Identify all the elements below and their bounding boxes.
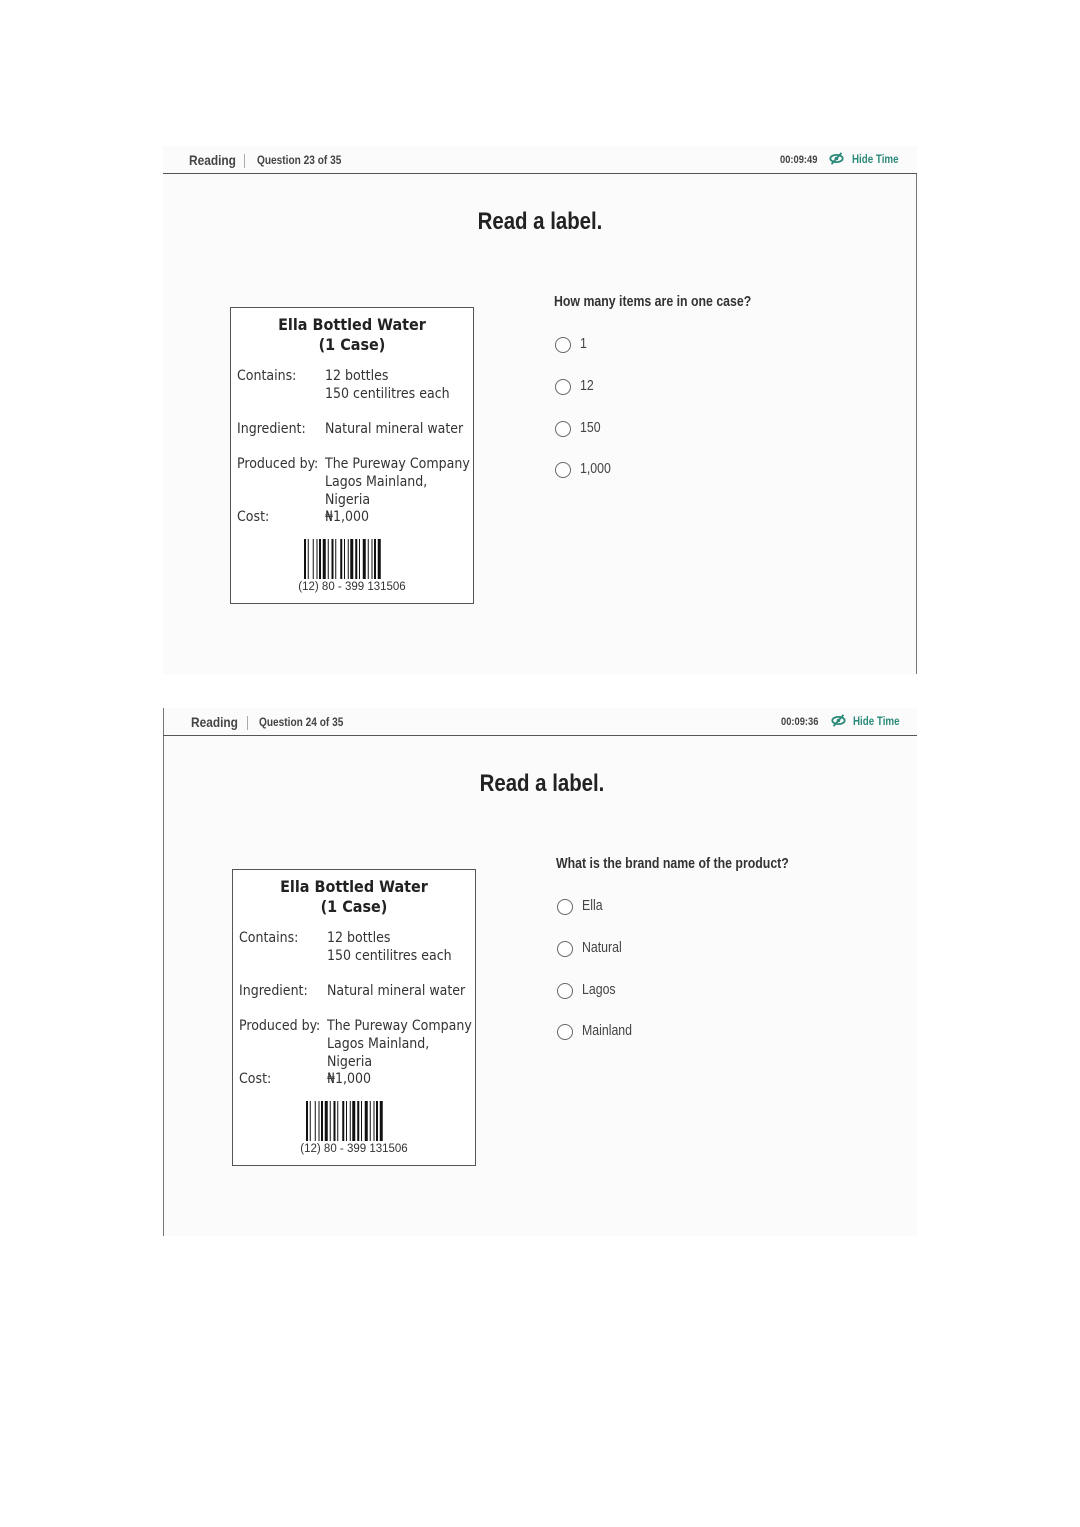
question-counter: Question 23 of 35: [257, 155, 342, 167]
option-label: 150: [580, 420, 601, 436]
cost-key: Cost:: [237, 509, 270, 525]
screen-border: [916, 173, 917, 674]
option-label: 1: [580, 336, 587, 352]
section-name: Reading: [189, 152, 236, 168]
top-bar: [163, 146, 917, 174]
question-counter: Question 24 of 35: [259, 717, 344, 729]
contains-key: Contains:: [237, 368, 297, 384]
barcode-number: (12) 80 - 399 131506: [300, 1143, 408, 1155]
ingredient-key: Ingredient:: [239, 983, 308, 999]
option-label: Ella: [582, 898, 603, 914]
barcode-number: (12) 80 - 399 131506: [298, 581, 406, 593]
instruction-heading: Read a label.: [479, 770, 605, 797]
option-label: 1,000: [580, 461, 611, 477]
label-title-line1: Ella Bottled Water: [278, 315, 426, 334]
produced-value-1: The Pureway Company: [327, 1018, 472, 1034]
contains-key: Contains:: [239, 930, 299, 946]
label-title-line1: Ella Bottled Water: [280, 877, 428, 896]
produced-value-2: Lagos Mainland, Nigeria: [327, 1036, 430, 1070]
ingredient-key: Ingredient:: [237, 421, 306, 437]
contains-value-1: 12 bottles: [327, 930, 391, 946]
ingredient-value: Natural mineral water: [327, 983, 466, 999]
radio-button[interactable]: [555, 337, 571, 353]
label-title: [231, 315, 473, 355]
hide-time-button[interactable]: Hide Time: [852, 154, 899, 166]
product-label: [232, 869, 476, 1166]
radio-button[interactable]: [557, 941, 573, 957]
produced-value-1: The Pureway Company: [325, 456, 470, 472]
divider: [247, 716, 248, 730]
radio-button[interactable]: [557, 983, 573, 999]
instruction-heading: Read a label.: [477, 208, 603, 235]
eye-slash-icon[interactable]: [831, 714, 846, 727]
option-label: Mainland: [582, 1023, 633, 1039]
radio-button[interactable]: [555, 462, 571, 478]
barcode: [304, 539, 398, 579]
option-label: Lagos: [582, 982, 616, 998]
top-bar: [163, 708, 917, 736]
label-title: [233, 877, 475, 917]
hide-time-button[interactable]: Hide Time: [853, 716, 900, 728]
ingredient-value: Natural mineral water: [325, 421, 464, 437]
barcode: [306, 1101, 400, 1141]
produced-key: Produced by:: [237, 456, 319, 472]
radio-button[interactable]: [555, 379, 571, 395]
radio-button[interactable]: [557, 1024, 573, 1040]
cost-value: ₦1,000: [325, 509, 370, 525]
contains-value-2: 150 centilitres each: [325, 386, 450, 402]
question-text: How many items are in one case?: [554, 294, 752, 310]
produced-value-2: Lagos Mainland, Nigeria: [325, 474, 428, 508]
radio-button[interactable]: [555, 421, 571, 437]
option-label: Natural: [582, 940, 622, 956]
product-label: [230, 307, 474, 604]
question-screen-23: [163, 146, 917, 674]
timer: 00:09:49: [780, 154, 818, 166]
label-title-line2: (1 Case): [318, 335, 386, 354]
divider: [244, 154, 245, 168]
contains-value-1: 12 bottles: [325, 368, 389, 384]
question-screen-24: [163, 708, 917, 1236]
label-title-line2: (1 Case): [320, 897, 388, 916]
question-text: What is the brand name of the product?: [556, 856, 789, 872]
radio-button[interactable]: [557, 899, 573, 915]
option-label: 12: [580, 378, 594, 394]
timer: 00:09:36: [781, 716, 819, 728]
screen-border: [163, 708, 164, 1236]
cost-value: ₦1,000: [327, 1071, 372, 1087]
produced-key: Produced by:: [239, 1018, 321, 1034]
cost-key: Cost:: [239, 1071, 272, 1087]
contains-value-2: 150 centilitres each: [327, 948, 452, 964]
section-name: Reading: [191, 714, 238, 730]
eye-slash-icon[interactable]: [829, 152, 844, 165]
